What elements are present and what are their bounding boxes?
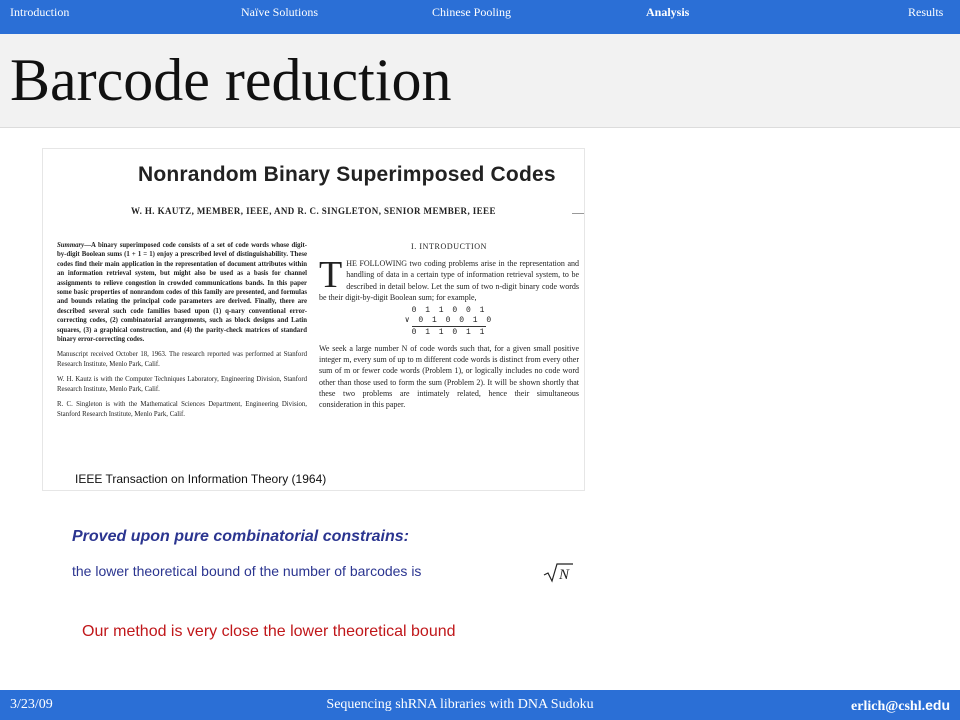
intro-paragraph-2: We seek a large number N of code words such that, for a given small positive integer m, every sum of up to m different code words is distinct from every other sum of m or fewer code words (Problem 1), or logically includes no code word other than those used to form the sum (Problem 2). It will be shown shortly that these two problems are intimately related, hence their simultaneous consideration in this paper. <box>319 344 579 410</box>
binary-row: 0 1 1 0 0 1 <box>411 306 487 316</box>
title-band <box>0 34 960 128</box>
nav-item-naive-solutions[interactable]: Naïve Solutions <box>241 5 318 19</box>
singleton-note: R. C. Singleton is with the Mathematical Sciences Department, Engineering Division, Stanford Research Institute, Menlo Park, Calif. <box>57 401 307 418</box>
intro-paragraph-1 <box>319 254 579 303</box>
drop-cap: T <box>319 254 343 297</box>
summary-label: Summary <box>57 242 85 249</box>
intro-text-1: HE FOLLOWING two coding problems arise in the representation and handling of data in a certain type of information retrieval system, to be described in detail below. Let the sum of two n-digit binary code words be their digit-by-digit Boolean sum; for example, <box>319 259 579 302</box>
binary-sum-example <box>319 306 579 338</box>
binary-row: ∨ 0 1 0 0 1 0 <box>404 316 494 326</box>
bound-statement: the lower theoretical bound of the number of barcodes is <box>72 563 422 579</box>
paper-authors: W. H. KAUTZ, MEMBER, IEEE, AND R. C. SINGLETON, SENIOR MEMBER, IEEE <box>131 206 496 216</box>
summary-text: —A binary superimposed code consists of a set of code words whose digit-by-digit Boolean sums (1 + 1 = 1) enjoy a prescribed level of distinguishability. These codes find their main application in the representation of document attributes within an information retrieval system, but might also be used as a basis for channel assignments to relieve congestion in crowded communications bands. In this paper some basic properties of nonrandom codes of this family are presented, and formulas and bounds relating the principal code parameters are derived. Finally, there are described several such code families based upon (1) q-nary conventional error-correcting codes, (2) combinatorial arrangements, such as block designs and Latin squares, (3) a graphical construction, and (4) the parity-check matrices of standard binary error-correcting codes. <box>57 242 307 344</box>
paper-rule <box>572 213 584 214</box>
footer-email-tld: edu <box>925 697 950 713</box>
paper-left-column <box>57 241 307 425</box>
footer-email <box>851 697 950 715</box>
top-navigation <box>0 0 960 34</box>
nav-item-analysis[interactable]: Analysis <box>646 5 690 19</box>
footer-bar <box>0 690 960 720</box>
kautz-note: W. H. Kautz is with the Computer Techniques Laboratory, Engineering Division, Stanford Research Institute, Menlo Park, Calif. <box>57 376 307 393</box>
nav-item-chinese-pooling[interactable]: Chinese Pooling <box>432 5 512 19</box>
nav-item-introduction[interactable]: Introduction <box>10 5 70 19</box>
footer-talk-title: Sequencing shRNA libraries with DNA Sudoku <box>326 697 594 712</box>
slide-title: Barcode reduction <box>10 47 452 113</box>
binary-row-sum: 0 1 1 0 1 1 <box>411 328 487 338</box>
sqrt-n-formula <box>542 561 574 583</box>
claim-heading: Proved upon pure combinatorial constrains: <box>72 528 409 545</box>
paper-summary <box>57 241 307 344</box>
sqrt-symbol: N <box>559 567 570 583</box>
paper-excerpt-image <box>42 148 585 491</box>
paper-right-column <box>319 241 579 410</box>
footer-date: 3/23/09 <box>10 697 53 712</box>
paper-caption: IEEE Transaction on Information Theory (1964) <box>75 472 327 486</box>
section-heading: I. INTRODUCTION <box>410 242 488 251</box>
our-method-statement: Our method is very close the lower theoretical bound <box>82 623 456 640</box>
nav-item-results[interactable]: Results <box>908 5 944 19</box>
footer-email-user: erlich@cshl. <box>851 699 926 714</box>
paper-title: Nonrandom Binary Superimposed Codes <box>138 163 556 186</box>
manuscript-note: Manuscript received October 18, 1963. The research reported was performed at Stanford Research Institute, Menlo Park, Calif. <box>57 351 307 368</box>
